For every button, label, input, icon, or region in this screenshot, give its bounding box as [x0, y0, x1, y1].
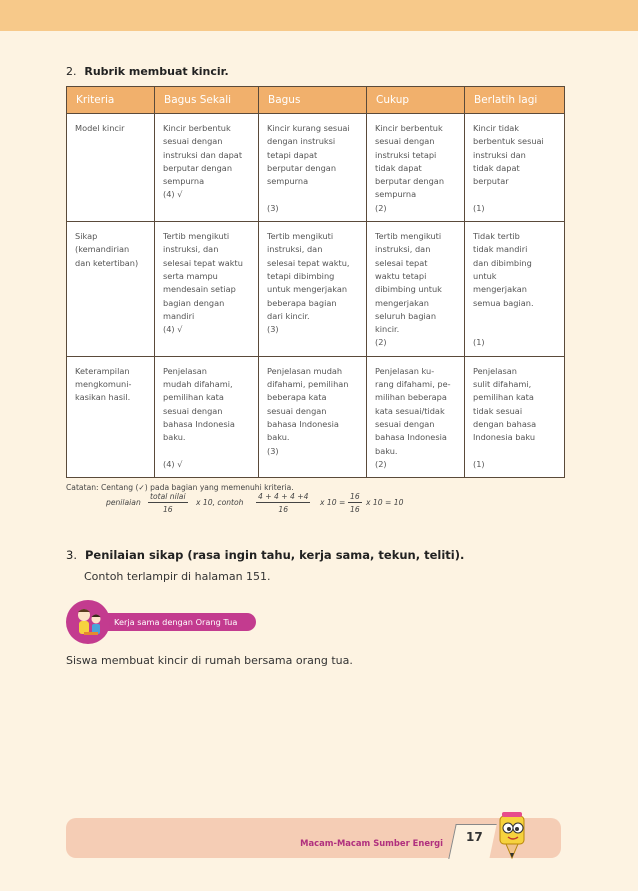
rubric-cell-sikap-bagus [259, 222, 367, 357]
rubric-cell-line: instruksi tetapi [375, 149, 437, 160]
rubric-cell-keterampilan-berlatih-lagi [465, 356, 565, 477]
rubric-cell-line: beberapa kata [267, 392, 327, 403]
rubric-cell-line: untuk mengerjakan [267, 284, 348, 295]
rubric-cell-line: waktu tetapi [375, 270, 427, 281]
rubric-cell-line: Sikap [75, 231, 98, 242]
rubric-cell-line: Kincir berbentuk [163, 123, 231, 133]
rubric-cell-line: dan ketertiban) [75, 257, 139, 268]
header-kriteria: Kriteria [67, 87, 155, 114]
rubric-cell-keterampilan-bagus-sekali [155, 356, 259, 477]
rubric-cell-line: sesuai dengan [267, 405, 327, 416]
rubric-cell-keterampilan-kriteria [67, 356, 155, 477]
rubric-cell-line: instruksi dan dapat [163, 149, 243, 160]
rubric-cell-keterampilan-cukup [367, 356, 465, 477]
rubric-cell-line: bahasa Indonesia [163, 418, 235, 429]
rubric-cell-line: serta mampu [163, 270, 218, 281]
rubric-cell-line: sesuai dengan [375, 136, 435, 147]
rubric-cell-line: berputar dengan [163, 162, 233, 173]
formula-fraction-1 [148, 492, 188, 514]
rubric-cell-line: mengkomuni- [75, 379, 132, 390]
rubric-cell-model-kincir-bagus [259, 114, 367, 222]
rubric-cell-line [473, 188, 560, 201]
rubric-cell-line: Tidak tertib [473, 231, 520, 242]
rubric-cell-line: (2) [375, 337, 387, 348]
rubric-cell-line: Penjelasan ku- [375, 365, 435, 376]
formula-fraction-2-denominator: 16 [278, 505, 289, 514]
rubric-row-keterampilan [67, 356, 565, 477]
section-2-number: 2. [66, 65, 77, 78]
rubric-cell-line: bahasa Indonesia [267, 418, 339, 429]
top-band [0, 0, 638, 31]
rubric-cell-line: kasikan hasil. [75, 392, 131, 403]
formula-mid-text: x 10, contoh [196, 498, 244, 507]
page-number: 17 [466, 830, 483, 844]
rubric-cell-sikap-cukup [367, 222, 465, 357]
rubric-cell-line: (3) [267, 324, 279, 335]
rubric-cell-line: difahami, pemilihan [267, 379, 349, 390]
rubric-cell-line: dibimbing untuk [375, 284, 442, 295]
rubric-cell-line: sesuai dengan [163, 136, 223, 147]
rubric-cell-line: Indonesia baku [473, 432, 536, 443]
rubric-cell-line: Tertib mengikuti [267, 231, 334, 242]
rubric-cell-line [473, 323, 560, 336]
rubric-cell-line: baku. [267, 432, 290, 443]
rubric-cell-line: dari kincir. [267, 310, 310, 321]
rubric-cell-line: (4) √ [163, 324, 183, 335]
formula-fraction-3 [348, 492, 362, 514]
rubric-cell-line: Tertib mengikuti [375, 231, 442, 242]
formula-fraction-3-denominator: 16 [350, 505, 360, 514]
rubric-cell-line: milihan beberapa [375, 392, 447, 403]
rubric-row-model-kincir [67, 114, 565, 222]
rubric-cell-line: dengan instruksi [267, 136, 336, 147]
rubric-cell-model-kincir-berlatih-lagi [465, 114, 565, 222]
rubric-cell-line: (kemandirian [75, 244, 130, 255]
rubric-cell-line: (2) [375, 458, 387, 469]
header-bagus-sekali: Bagus Sekali [155, 87, 259, 114]
rubric-row-sikap [67, 222, 565, 357]
section-2-title: Rubrik membuat kincir. [84, 65, 229, 78]
header-bagus: Bagus [259, 87, 367, 114]
rubric-cell-line: sempurna [375, 189, 417, 200]
rubric-cell-line: (3) [267, 202, 279, 213]
rubric-cell-line: Keterampilan [75, 365, 130, 376]
rubric-cell-line: tidak dapat [375, 162, 422, 173]
rubric-cell-line: instruksi, dan [163, 244, 219, 255]
activity-description: Siswa membuat kincir di rumah bersama orang tua. [66, 654, 353, 667]
pencil-mascot-icon [490, 808, 536, 860]
rubric-cell-sikap-bagus-sekali [155, 222, 259, 357]
rubric-cell-line: sesuai dengan [375, 418, 435, 429]
rubric-cell-line: Kincir tidak [473, 123, 520, 133]
rubric-cell-line: Penjelasan [163, 365, 207, 376]
rubric-cell-line: sempurna [267, 176, 309, 187]
rubric-cell-line: pemilihan kata [473, 392, 534, 403]
rubric-cell-line: beberapa bagian [267, 297, 337, 308]
rubric-cell-line: tidak dapat [473, 162, 520, 173]
rubric-cell-line: mendesain setiap [163, 284, 236, 295]
header-berlatih-lagi: Berlatih lagi [465, 87, 565, 114]
rubric-cell-line: (2) [375, 202, 387, 213]
rubric-cell-line: kata sesuai/tidak [375, 405, 445, 416]
rubric-cell-line: pemilihan kata [163, 392, 224, 403]
formula-mid-text-2: x 10 = [320, 498, 346, 507]
parent-activity-badge [66, 600, 256, 644]
badge-label: Kerja sama dengan Orang Tua [104, 613, 256, 631]
rubric-cell-line: berputar dengan [267, 162, 337, 173]
rubric-cell-line: mengerjakan [473, 284, 527, 295]
rubric-cell-model-kincir-bagus-sekali [155, 114, 259, 222]
rubric-cell-line: (1) [473, 202, 485, 213]
rubric-cell-line: instruksi, dan [267, 244, 323, 255]
rubric-cell-line: (1) [473, 337, 485, 348]
rubric-cell-line: rang difahami, pe- [375, 379, 451, 390]
rubric-cell-line: instruksi dan [473, 149, 526, 160]
rubric-cell-line: (4) √ [163, 189, 183, 200]
rubric-cell-line: selesai tepat waktu [163, 257, 243, 268]
formula-fraction-2 [256, 492, 310, 514]
formula-end-text: x 10 = 10 [366, 498, 404, 507]
rubric-cell-line: berbentuk sesuai [473, 136, 544, 147]
rubric-cell-line: tidak mandiri [473, 244, 528, 255]
rubric-cell-line: kincir. [375, 324, 400, 335]
rubric-cell-line: instruksi, dan [375, 244, 431, 255]
rubric-cell-line [163, 445, 254, 458]
rubric-cell-line: seluruh bagian [375, 310, 437, 321]
header-cukup: Cukup [367, 87, 465, 114]
rubric-cell-line: sempurna [163, 176, 205, 187]
rubric-cell-model-kincir-cukup [367, 114, 465, 222]
rubric-cell-line: baku. [375, 445, 398, 456]
rubric-cell-line: berputar [473, 176, 509, 187]
rubric-cell-line [473, 310, 560, 323]
rubric-cell-line: tidak sesuai [473, 405, 523, 416]
section-3-title: Penilaian sikap (rasa ingin tahu, kerja sama, tekun, teliti). [85, 548, 465, 562]
rubric-cell-line: dengan bahasa [473, 418, 537, 429]
rubric-cell-line: (3) [267, 445, 279, 456]
rubric-cell-line: sesuai dengan [163, 405, 223, 416]
parent-child-illustration-icon [72, 604, 106, 640]
formula-fraction-1-numerator: total nilai [150, 492, 186, 501]
rubric-cell-line: Kincir berbentuk [375, 123, 443, 133]
rubric-cell-line: Penjelasan [473, 365, 517, 376]
rubric-cell-line: tetapi dapat [267, 149, 318, 160]
rubric-cell-line: untuk [473, 270, 497, 281]
section-3-number: 3. [66, 548, 77, 562]
score-formula [106, 492, 436, 520]
rubric-cell-line: dan dibimbing [473, 257, 532, 268]
rubric-cell-line: Tertib mengikuti [163, 231, 230, 242]
formula-fraction-2-numerator: 4 + 4 + 4 +4 [258, 492, 309, 501]
rubric-cell-line: Kincir kurang sesuai [267, 123, 350, 133]
footer-chapter-title: Macam-Macam Sumber Energi [300, 838, 443, 848]
rubric-cell-line: selesai tepat waktu, [267, 257, 350, 268]
rubric-cell-line: sulit difahami, [473, 379, 532, 390]
section-3-example-text: Contoh terlampir di halaman 151. [84, 570, 271, 583]
section-2-heading [66, 65, 229, 78]
rubric-cell-line: bagian dengan [163, 297, 225, 308]
rubric-cell-line: Penjelasan mudah [267, 365, 343, 376]
rubric-cell-keterampilan-bagus [259, 356, 367, 477]
rubric-header-row [67, 87, 565, 114]
rubric-cell-line: mandiri [163, 310, 195, 321]
formula-fraction-1-denominator: 16 [162, 505, 173, 514]
rubric-cell-line: mudah difahami, [163, 379, 233, 390]
rubric-note: Catatan: Centang (✓) pada bagian yang memenuhi kriteria. [66, 483, 294, 492]
rubric-cell-line: mengerjakan [375, 297, 429, 308]
rubric-cell-line: semua bagian. [473, 297, 534, 308]
rubric-cell-model-kincir-kriteria [67, 114, 155, 222]
rubric-table [66, 86, 565, 478]
formula-fraction-3-numerator: 16 [350, 492, 360, 501]
rubric-cell-sikap-kriteria [67, 222, 155, 357]
rubric-cell-line [267, 188, 362, 201]
section-3-heading [66, 548, 464, 562]
rubric-cell-line [473, 445, 560, 458]
rubric-cell-line: tetapi dibimbing [267, 270, 335, 281]
rubric-body [67, 114, 565, 478]
rubric-cell-line: bahasa Indonesia [375, 432, 447, 443]
rubric-cell-line: (1) [473, 458, 485, 469]
rubric-cell-line: berputar dengan [375, 176, 445, 187]
formula-label: penilaian [106, 498, 141, 507]
rubric-cell-line: selesai tepat [375, 257, 428, 268]
rubric-cell-line: (4) √ [163, 458, 183, 469]
rubric-cell-line: baku. [163, 432, 186, 443]
rubric-cell-line: Model kincir [75, 123, 125, 133]
rubric-cell-sikap-berlatih-lagi [465, 222, 565, 357]
